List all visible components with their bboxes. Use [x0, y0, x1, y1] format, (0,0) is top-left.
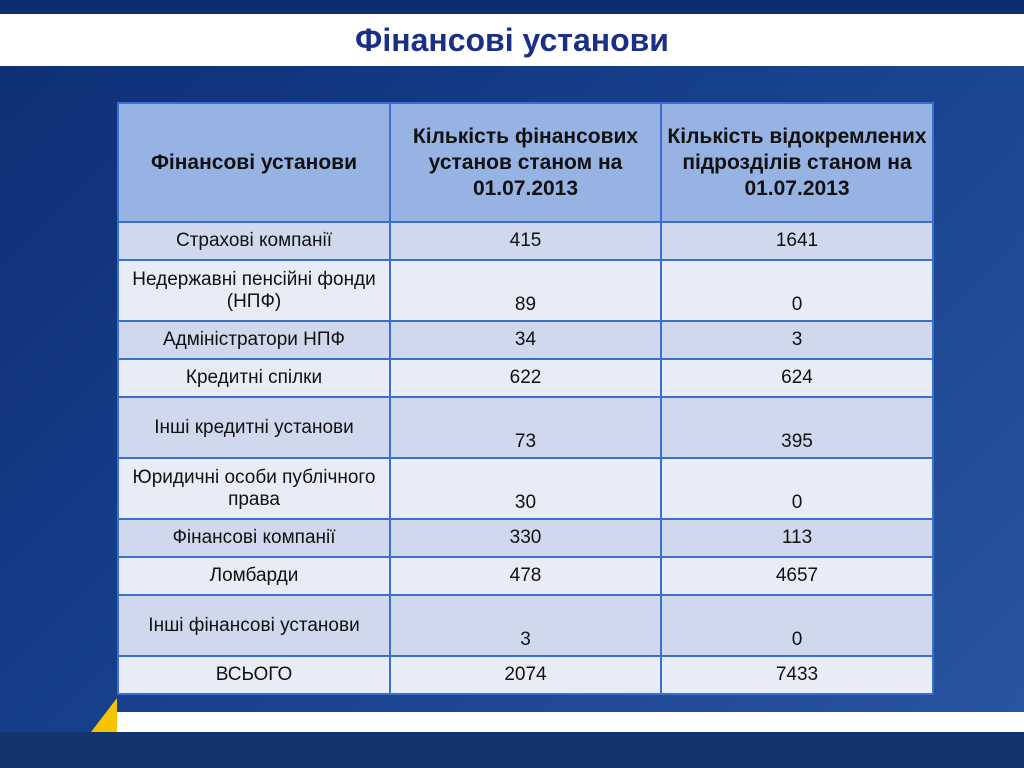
row-name: Інші кредитні установи: [118, 397, 390, 458]
row-name: Фінансові компанії: [118, 519, 390, 557]
row-count: 30: [390, 458, 661, 519]
row-branches: 624: [661, 359, 933, 397]
table-row: [118, 397, 933, 458]
table-row: [118, 519, 933, 557]
header-branch-count: Кількість відокремлених підрозділів станом на 01.07.2013: [661, 103, 933, 222]
row-name: Адміністратори НПФ: [118, 321, 390, 359]
table-row: [118, 321, 933, 359]
row-branches: 7433: [661, 656, 933, 694]
table-row: [118, 557, 933, 595]
table-row-total: [118, 656, 933, 694]
row-name: Юридичні особи публічного права: [118, 458, 390, 519]
table-row: [118, 595, 933, 656]
row-branches: 0: [661, 260, 933, 321]
row-branches: 4657: [661, 557, 933, 595]
header-institutions: Фінансові установи: [118, 103, 390, 222]
table-row: [118, 458, 933, 519]
row-branches: 113: [661, 519, 933, 557]
table-row: [118, 222, 933, 260]
row-count: 478: [390, 557, 661, 595]
row-branches: 0: [661, 595, 933, 656]
row-branches: 3: [661, 321, 933, 359]
row-count: 622: [390, 359, 661, 397]
page-title: Фінансові установи: [355, 22, 669, 58]
financial-institutions-table: [117, 102, 934, 695]
row-name: ВСЬОГО: [118, 656, 390, 694]
row-count: 3: [390, 595, 661, 656]
table-header-row: [118, 103, 933, 222]
row-name: Недержавні пенсійні фонди (НПФ): [118, 260, 390, 321]
row-count: 415: [390, 222, 661, 260]
row-count: 34: [390, 321, 661, 359]
row-count: 73: [390, 397, 661, 458]
row-count: 2074: [390, 656, 661, 694]
table-row: [118, 359, 933, 397]
bottom-strip: [0, 732, 1024, 768]
header-institution-count: Кількість фінансових установ станом на 01.07.2013: [390, 103, 661, 222]
table-row: [118, 260, 933, 321]
row-name: Ломбарди: [118, 557, 390, 595]
bottom-bar: [117, 712, 1024, 732]
row-branches: 395: [661, 397, 933, 458]
row-branches: 1641: [661, 222, 933, 260]
row-name: Страхові компанії: [118, 222, 390, 260]
row-name: Інші фінансові установи: [118, 595, 390, 656]
accent-triangle: [91, 698, 117, 732]
top-strip: [0, 0, 1024, 14]
row-branches: 0: [661, 458, 933, 519]
row-count: 89: [390, 260, 661, 321]
row-count: 330: [390, 519, 661, 557]
row-name: Кредитні спілки: [118, 359, 390, 397]
